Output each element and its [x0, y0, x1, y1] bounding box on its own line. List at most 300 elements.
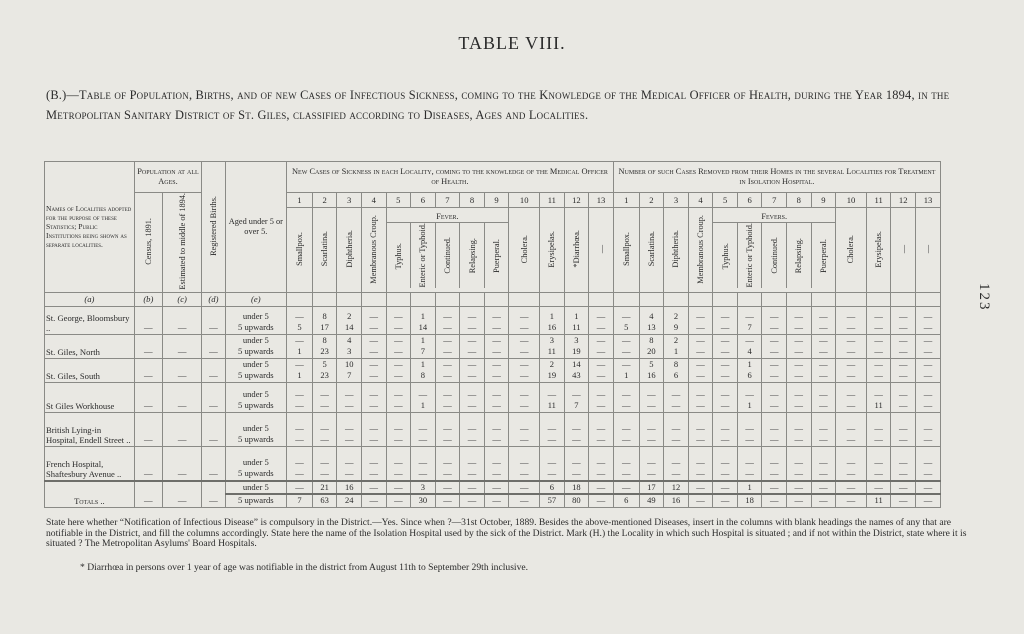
removed-case-cell: — — [787, 346, 812, 358]
removed-case-cell: — — [762, 306, 787, 322]
new-case-cell: — — [460, 481, 485, 495]
removed-case-cell: 5 — [639, 358, 664, 370]
removed-case-cell: — — [891, 434, 916, 446]
blank-cell — [287, 292, 313, 306]
column-number: 1 — [613, 193, 639, 208]
removed-case-cell: — — [613, 468, 639, 481]
new-case-cell: — — [540, 412, 565, 434]
removed-disease-label: — — [898, 244, 908, 254]
new-case-cell: 16 — [337, 481, 362, 495]
table-row — [45, 382, 941, 400]
new-case-cell: — — [589, 306, 614, 322]
new-cases-disease-header — [361, 208, 386, 292]
new-case-cell: — — [361, 446, 386, 468]
removed-case-cell: — — [762, 446, 787, 468]
new-case-cell: — — [484, 334, 509, 346]
blank-cell — [411, 292, 436, 306]
removed-case-cell: — — [737, 334, 762, 346]
age-cell: under 5 — [225, 481, 286, 495]
blank-cell — [737, 292, 762, 306]
removed-case-cell: — — [713, 370, 738, 382]
removed-case-cell: 18 — [737, 494, 762, 507]
removed-case-cell: — — [787, 400, 812, 412]
new-cases-disease-label: Scarlatina. — [320, 231, 330, 267]
new-case-cell: — — [386, 446, 411, 468]
new-case-cell: 63 — [312, 494, 337, 507]
new-case-cell: — — [460, 358, 485, 370]
blank-cell — [688, 292, 713, 306]
totals-row — [45, 481, 941, 495]
new-case-cell: — — [386, 358, 411, 370]
age-cell: 5 upwards — [225, 468, 286, 481]
population-cell: — — [134, 412, 162, 446]
blank-cell — [664, 292, 689, 306]
new-case-cell: — — [460, 400, 485, 412]
new-case-cell: — — [589, 322, 614, 334]
removed-case-cell: — — [613, 346, 639, 358]
new-case-cell: — — [435, 322, 460, 334]
removed-case-cell: — — [787, 494, 812, 507]
removed-case-cell: — — [762, 334, 787, 346]
removed-case-cell: — — [613, 358, 639, 370]
new-case-cell: 1 — [287, 370, 313, 382]
column-number: 7 — [762, 193, 787, 208]
removed-disease-label: Continued. — [769, 237, 779, 275]
header-estimated: Estimated to middle of 1894. — [162, 193, 201, 293]
new-case-cell: — — [361, 434, 386, 446]
column-number: 10 — [836, 193, 867, 208]
removed-case-cell: — — [836, 468, 867, 481]
new-case-cell: — — [435, 434, 460, 446]
new-case-cell: — — [509, 382, 540, 400]
population-cell: — — [134, 334, 162, 358]
removed-disease-label: Cholera. — [846, 234, 856, 264]
new-case-cell: 8 — [312, 306, 337, 322]
removed-disease-label: Smallpox. — [621, 231, 631, 266]
new-case-cell: — — [484, 306, 509, 322]
removed-case-cell: — — [688, 382, 713, 400]
new-case-cell: — — [361, 370, 386, 382]
blank-cell — [915, 292, 940, 306]
removed-case-cell: — — [787, 481, 812, 495]
removed-case-cell: 1 — [737, 400, 762, 412]
new-case-cell: 2 — [337, 306, 362, 322]
new-case-cell: — — [589, 412, 614, 434]
new-cases-disease-label: — — [596, 244, 606, 254]
removed-case-cell: — — [762, 346, 787, 358]
new-case-cell: 19 — [564, 346, 589, 358]
removed-case-cell: — — [737, 412, 762, 434]
new-case-cell: — — [589, 370, 614, 382]
removed-case-cell: — — [787, 334, 812, 346]
removed-case-cell: 11 — [866, 400, 891, 412]
removed-case-cell: — — [836, 358, 867, 370]
table-row — [45, 334, 941, 346]
new-case-cell: — — [361, 322, 386, 334]
new-case-cell: — — [287, 400, 313, 412]
new-case-cell: 21 — [312, 481, 337, 495]
removed-case-cell: — — [891, 346, 916, 358]
column-letter: (d) — [202, 292, 225, 306]
removed-disease-header — [866, 208, 891, 292]
new-case-cell: — — [460, 334, 485, 346]
column-number: 12 — [564, 193, 589, 208]
removed-case-cell: — — [811, 306, 836, 322]
age-cell: under 5 — [225, 306, 286, 322]
removed-case-cell: — — [836, 306, 867, 322]
population-cell: — — [134, 382, 162, 412]
new-case-cell: — — [435, 346, 460, 358]
removed-case-cell: — — [787, 306, 812, 322]
new-cases-fever-label: Fever. — [387, 212, 509, 224]
removed-case-cell: — — [787, 370, 812, 382]
new-cases-disease-header — [411, 223, 436, 287]
removed-case-cell: — — [915, 494, 940, 507]
new-case-cell: 57 — [540, 494, 565, 507]
removed-case-cell: 6 — [664, 370, 689, 382]
new-case-cell: — — [386, 346, 411, 358]
removed-case-cell: — — [915, 306, 940, 322]
new-case-cell: 16 — [540, 322, 565, 334]
removed-case-cell: — — [664, 412, 689, 434]
removed-case-cell: — — [866, 434, 891, 446]
blank-cell — [589, 292, 614, 306]
new-case-cell: — — [509, 358, 540, 370]
blank-cell — [639, 292, 664, 306]
new-case-cell: — — [386, 322, 411, 334]
removed-case-cell: — — [811, 434, 836, 446]
removed-disease-label: Scarlatina. — [646, 231, 656, 267]
removed-case-cell: — — [737, 434, 762, 446]
removed-case-cell: — — [811, 446, 836, 468]
population-cell: — — [134, 481, 162, 508]
column-number: 2 — [312, 193, 337, 208]
removed-case-cell: — — [713, 400, 738, 412]
new-case-cell: — — [540, 446, 565, 468]
new-case-cell: — — [337, 468, 362, 481]
new-case-cell: 8 — [411, 370, 436, 382]
removed-case-cell: — — [688, 468, 713, 481]
new-case-cell: — — [589, 446, 614, 468]
removed-case-cell: 9 — [664, 322, 689, 334]
removed-case-cell: — — [787, 434, 812, 446]
column-number: 11 — [540, 193, 565, 208]
new-case-cell: — — [361, 346, 386, 358]
new-case-cell: — — [361, 412, 386, 434]
removed-case-cell: 4 — [639, 306, 664, 322]
removed-case-cell: — — [688, 412, 713, 434]
removed-case-cell: — — [866, 358, 891, 370]
column-number: 1 — [287, 193, 313, 208]
removed-case-cell: — — [915, 322, 940, 334]
removed-case-cell: — — [787, 358, 812, 370]
new-case-cell: — — [287, 481, 313, 495]
column-number: 6 — [411, 193, 436, 208]
removed-case-cell: — — [891, 446, 916, 468]
new-case-cell: 24 — [337, 494, 362, 507]
removed-case-cell: — — [891, 382, 916, 400]
removed-case-cell: — — [811, 481, 836, 495]
removed-case-cell: — — [688, 481, 713, 495]
population-cell: — — [202, 446, 225, 481]
new-case-cell: 10 — [337, 358, 362, 370]
removed-case-cell: — — [915, 412, 940, 434]
new-case-cell: — — [435, 400, 460, 412]
removed-case-cell: — — [787, 382, 812, 400]
new-case-cell: — — [287, 382, 313, 400]
removed-case-cell: — — [688, 494, 713, 507]
removed-case-cell: — — [688, 400, 713, 412]
new-case-cell: — — [287, 412, 313, 434]
removed-case-cell: — — [915, 446, 940, 468]
age-cell: 5 upwards — [225, 434, 286, 446]
removed-case-cell: — — [639, 434, 664, 446]
removed-case-cell: 1 — [664, 346, 689, 358]
removed-case-cell: — — [613, 481, 639, 495]
removed-case-cell: 5 — [613, 322, 639, 334]
column-letter: (c) — [162, 292, 201, 306]
removed-case-cell: — — [836, 322, 867, 334]
locality-name: St. Giles, North — [45, 334, 135, 358]
removed-case-cell: 13 — [639, 322, 664, 334]
new-case-cell: — — [386, 334, 411, 346]
removed-fever-group — [713, 208, 836, 292]
new-case-cell: 1 — [287, 346, 313, 358]
removed-case-cell: — — [737, 468, 762, 481]
statistics-table — [44, 161, 941, 508]
removed-case-cell: 1 — [737, 358, 762, 370]
new-cases-disease-label: Continued. — [442, 237, 452, 275]
blank-cell — [540, 292, 565, 306]
new-case-cell: — — [435, 412, 460, 434]
removed-case-cell: — — [811, 370, 836, 382]
new-case-cell: — — [564, 434, 589, 446]
new-case-cell: — — [484, 370, 509, 382]
new-case-cell: — — [386, 370, 411, 382]
new-case-cell: — — [361, 481, 386, 495]
population-cell: — — [202, 382, 225, 412]
header-births: Registered Births. — [202, 162, 225, 293]
new-case-cell: 7 — [564, 400, 589, 412]
new-case-cell: 3 — [337, 346, 362, 358]
removed-case-cell: — — [866, 481, 891, 495]
removed-case-cell: — — [688, 358, 713, 370]
removed-case-cell: — — [664, 434, 689, 446]
column-number: 5 — [713, 193, 738, 208]
new-cases-disease-label: *Diarrhœa. — [571, 230, 581, 268]
table-row — [45, 412, 941, 434]
removed-case-cell: — — [866, 370, 891, 382]
new-case-cell: — — [460, 412, 485, 434]
new-case-cell: 7 — [337, 370, 362, 382]
new-case-cell: — — [435, 382, 460, 400]
new-case-cell: 23 — [312, 370, 337, 382]
new-case-cell: — — [386, 400, 411, 412]
new-case-cell: — — [509, 434, 540, 446]
new-case-cell: — — [589, 400, 614, 412]
new-case-cell: — — [564, 412, 589, 434]
new-case-cell: 7 — [287, 494, 313, 507]
new-case-cell: — — [435, 446, 460, 468]
removed-case-cell: — — [811, 322, 836, 334]
removed-case-cell: — — [639, 412, 664, 434]
blank-cell — [891, 292, 916, 306]
column-number: 9 — [811, 193, 836, 208]
new-case-cell: 19 — [540, 370, 565, 382]
blank-cell — [762, 292, 787, 306]
table-row — [45, 358, 941, 370]
removed-case-cell: 8 — [639, 334, 664, 346]
new-cases-disease-header — [312, 208, 337, 292]
removed-case-cell: — — [639, 446, 664, 468]
header-aged: Aged under 5 or over 5. — [225, 162, 286, 293]
removed-case-cell: — — [866, 322, 891, 334]
new-case-cell: — — [361, 382, 386, 400]
removed-case-cell: — — [866, 306, 891, 322]
removed-case-cell: — — [891, 370, 916, 382]
column-number: 3 — [664, 193, 689, 208]
new-case-cell: — — [589, 346, 614, 358]
population-cell: — — [162, 358, 201, 382]
column-number: 13 — [915, 193, 940, 208]
removed-disease-header — [613, 208, 639, 292]
new-case-cell: — — [287, 358, 313, 370]
removed-case-cell: — — [639, 468, 664, 481]
new-case-cell: — — [361, 306, 386, 322]
removed-case-cell: 17 — [639, 481, 664, 495]
removed-case-cell: — — [866, 446, 891, 468]
new-case-cell: — — [386, 494, 411, 507]
removed-case-cell: 2 — [664, 306, 689, 322]
new-cases-disease-label: Diphtheria. — [344, 230, 354, 268]
removed-disease-header — [664, 208, 689, 292]
removed-case-cell: — — [891, 412, 916, 434]
column-number: 4 — [688, 193, 713, 208]
population-cell: — — [134, 358, 162, 382]
removed-case-cell: — — [613, 434, 639, 446]
removed-case-cell: — — [737, 446, 762, 468]
age-cell: under 5 — [225, 358, 286, 370]
removed-case-cell: — — [713, 358, 738, 370]
removed-case-cell: 1 — [737, 481, 762, 495]
new-case-cell: — — [287, 468, 313, 481]
new-case-cell: — — [386, 382, 411, 400]
blank-cell — [866, 292, 891, 306]
new-case-cell: — — [287, 334, 313, 346]
totals-label: Totals .. — [45, 481, 135, 508]
column-number: 5 — [386, 193, 411, 208]
removed-case-cell: — — [836, 400, 867, 412]
new-case-cell: — — [589, 334, 614, 346]
removed-case-cell: — — [639, 400, 664, 412]
column-letter: (a) — [45, 292, 135, 306]
new-case-cell: — — [509, 468, 540, 481]
removed-case-cell: 4 — [737, 346, 762, 358]
removed-case-cell: 6 — [737, 370, 762, 382]
new-case-cell: — — [484, 481, 509, 495]
removed-case-cell: — — [915, 370, 940, 382]
removed-case-cell: — — [688, 306, 713, 322]
removed-case-cell: — — [762, 481, 787, 495]
removed-case-cell: — — [613, 400, 639, 412]
population-cell: — — [202, 412, 225, 446]
population-cell: — — [134, 446, 162, 481]
removed-case-cell: — — [688, 346, 713, 358]
removed-case-cell: — — [915, 346, 940, 358]
removed-case-cell: — — [762, 322, 787, 334]
new-case-cell: 1 — [411, 358, 436, 370]
removed-case-cell: 1 — [613, 370, 639, 382]
blank-cell — [509, 292, 540, 306]
removed-disease-label: Diphtheria. — [671, 230, 681, 268]
new-case-cell: — — [564, 446, 589, 468]
header-population: Population at all Ages. — [134, 162, 202, 193]
removed-case-cell: — — [891, 481, 916, 495]
population-cell: — — [134, 306, 162, 334]
new-case-cell: — — [386, 468, 411, 481]
removed-case-cell: — — [713, 494, 738, 507]
population-cell: — — [162, 306, 201, 334]
new-cases-disease-label: Relapsing. — [467, 238, 477, 274]
removed-case-cell: — — [613, 334, 639, 346]
removed-case-cell: — — [915, 358, 940, 370]
removed-case-cell: 7 — [737, 322, 762, 334]
removed-disease-header — [713, 223, 738, 287]
new-case-cell: — — [589, 468, 614, 481]
removed-case-cell: — — [713, 334, 738, 346]
new-case-cell: 14 — [337, 322, 362, 334]
new-case-cell: — — [386, 434, 411, 446]
removed-case-cell: — — [891, 322, 916, 334]
removed-case-cell: — — [762, 358, 787, 370]
new-cases-disease-label: Smallpox. — [294, 231, 304, 266]
removed-disease-header — [891, 208, 916, 292]
removed-case-cell: 6 — [613, 494, 639, 507]
new-case-cell: — — [337, 412, 362, 434]
removed-disease-header — [639, 208, 664, 292]
new-case-cell: — — [564, 468, 589, 481]
column-letter: (b) — [134, 292, 162, 306]
new-cases-disease-header — [387, 223, 412, 287]
removed-case-cell: — — [762, 468, 787, 481]
locality-name: St. George, Bloomsbury .. — [45, 306, 135, 334]
removed-case-cell: — — [787, 412, 812, 434]
new-cases-disease-label: Cholera. — [519, 234, 529, 264]
locality-name: St Giles Workhouse — [45, 382, 135, 412]
removed-case-cell: — — [713, 446, 738, 468]
table-row — [45, 306, 941, 322]
new-case-cell: — — [287, 306, 313, 322]
removed-case-cell: — — [836, 346, 867, 358]
removed-case-cell: — — [915, 481, 940, 495]
age-cell: under 5 — [225, 446, 286, 468]
blank-cell — [386, 292, 411, 306]
blank-cell — [337, 292, 362, 306]
removed-case-cell: — — [688, 446, 713, 468]
removed-case-cell: — — [836, 494, 867, 507]
population-cell: — — [202, 358, 225, 382]
column-number: 8 — [787, 193, 812, 208]
column-number: 13 — [589, 193, 614, 208]
blank-cell — [713, 292, 738, 306]
new-case-cell: — — [509, 334, 540, 346]
new-case-cell: 11 — [564, 322, 589, 334]
new-case-cell: 3 — [564, 334, 589, 346]
header-new-cases: New Cases of Sickness in each Locality, coming to the knowledge of the Medical Officer of Health. — [287, 162, 614, 193]
new-case-cell: — — [460, 434, 485, 446]
new-cases-disease-header — [564, 208, 589, 292]
new-case-cell: — — [460, 370, 485, 382]
